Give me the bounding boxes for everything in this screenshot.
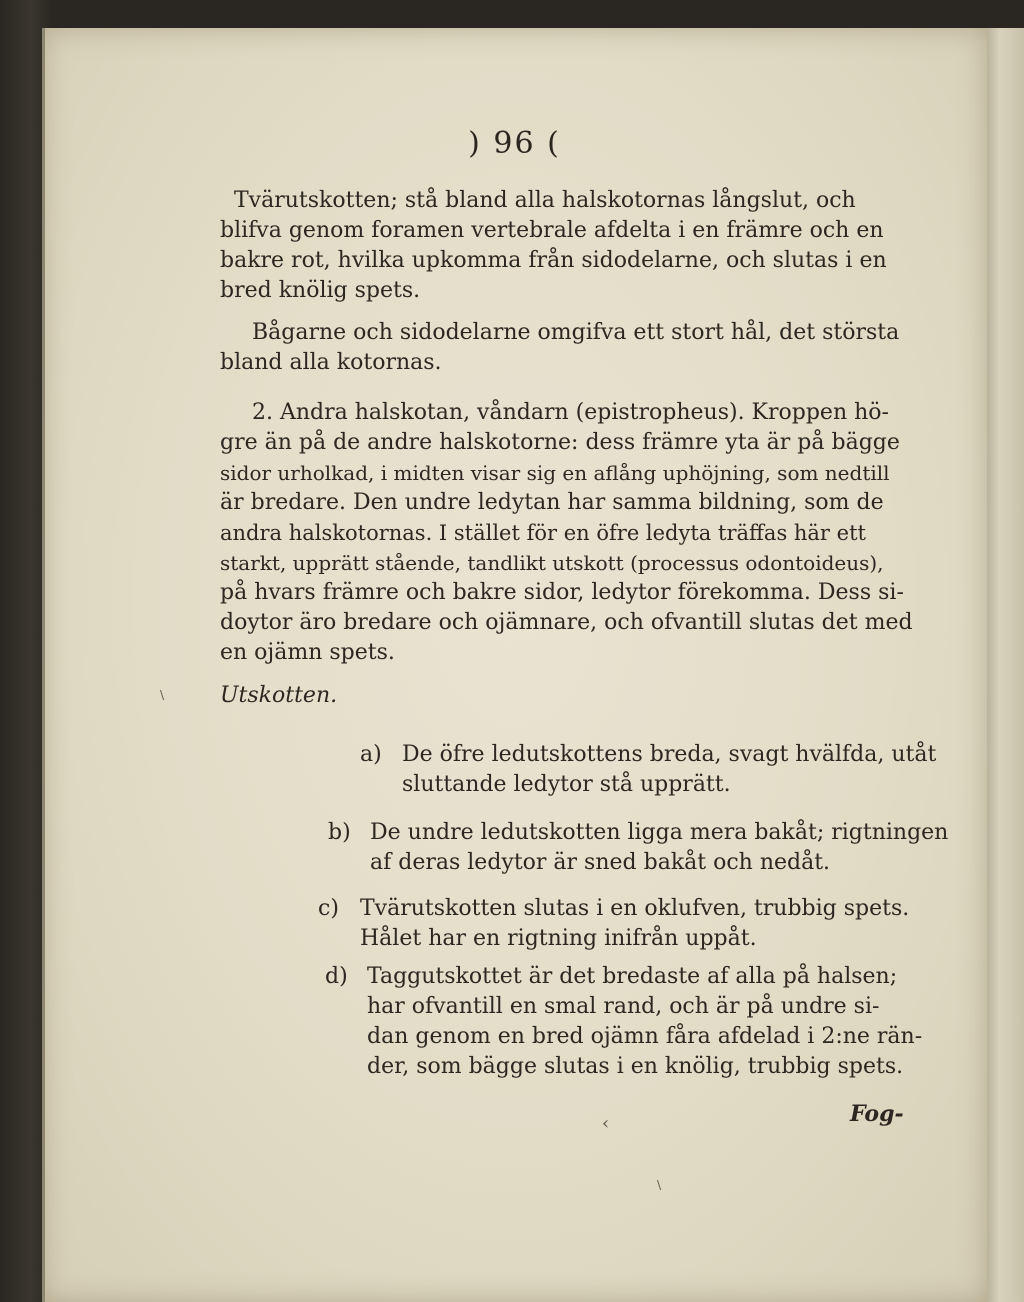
text-line: Tvärutskotten; stå bland alla halskotornas långslut, och [234,188,856,213]
item-text [402,740,936,800]
page-left-edge [42,28,45,1302]
text-line: bland alla kotornas. [220,350,442,375]
text-line: dan genom en bred ojämn fåra afdelad i 2:ne rän- [367,1024,923,1049]
item-label: b) [328,820,351,845]
item-label: c) [318,896,339,921]
text-line: Taggutskottet är det bredaste af alla på halsen; [367,964,898,989]
text-line: har ofvantill en smal rand, och är på undre si- [367,994,880,1019]
page-number-header: ) 96 ( [468,126,561,161]
text-line: bakre rot, hvilka upkomma från sidodelarne, och slutas i en [220,248,887,273]
ink-speck: \ [160,688,165,702]
text-line: Tvärutskotten slutas i en oklufven, trubbig spets. [360,896,910,921]
item-text [370,818,948,878]
text-line: De undre ledutskotten ligga mera bakåt; rigtningen [370,820,949,845]
book-page [42,28,987,1302]
text-line: gre än på de andre halskotorne: dess främre yta är på bägge [220,430,900,455]
text-line: starkt, upprätt stående, tandlikt utskott (processus odontoideus), [220,551,884,575]
text-line: sluttande ledytor stå upprätt. [402,772,731,797]
text-line: andra halskotornas. I stället för en öfre ledyta träffas här ett [220,521,866,545]
text-line: af deras ledytor är sned bakåt och nedåt. [370,850,831,875]
text-line: sidor urholkad, i midten visar sig en aflång uphöjning, som nedtill [220,461,890,485]
text-line: blifva genom foramen vertebrale afdelta i en främre och en [220,218,884,243]
text-line: Hålet har en rigtning inifrån uppåt. [360,926,757,951]
text-line: 2. Andra halskotan, våndarn (epistropheus). Kroppen hö- [252,400,889,425]
item-text [360,894,909,954]
catchword: Fog- [850,1101,904,1127]
item-label: a) [360,742,382,767]
text-line: Bågarne och sidodelarne omgifva ett stort hål, det största [252,320,900,345]
text-line: der, som bägge slutas i en knölig, trubbig spets. [367,1054,904,1079]
ink-speck: ‹ [602,1113,610,1134]
item-label: d) [325,964,348,989]
text-line: bred knölig spets. [220,278,421,303]
section-heading: Utskotten. [220,683,338,708]
ink-speck: \ [657,1178,662,1192]
paragraph-arches [220,318,950,378]
text-line: på hvars främre och bakre sidor, ledytor förekomma. Dess si- [220,580,904,605]
paragraph-second-vertebra [220,398,950,668]
paragraph-transverse-processes [220,186,950,306]
text-line: doytor äro bredare och ojämnare, och ofvantill slutas det med [220,610,913,635]
page-gutter [987,28,1024,1302]
item-text [367,962,922,1082]
text-line: De öfre ledutskottens breda, svagt hvälfda, utåt [402,742,937,767]
text-line: är bredare. Den undre ledytan har samma bildning, som de [220,490,884,515]
text-line: en ojämn spets. [220,640,395,665]
